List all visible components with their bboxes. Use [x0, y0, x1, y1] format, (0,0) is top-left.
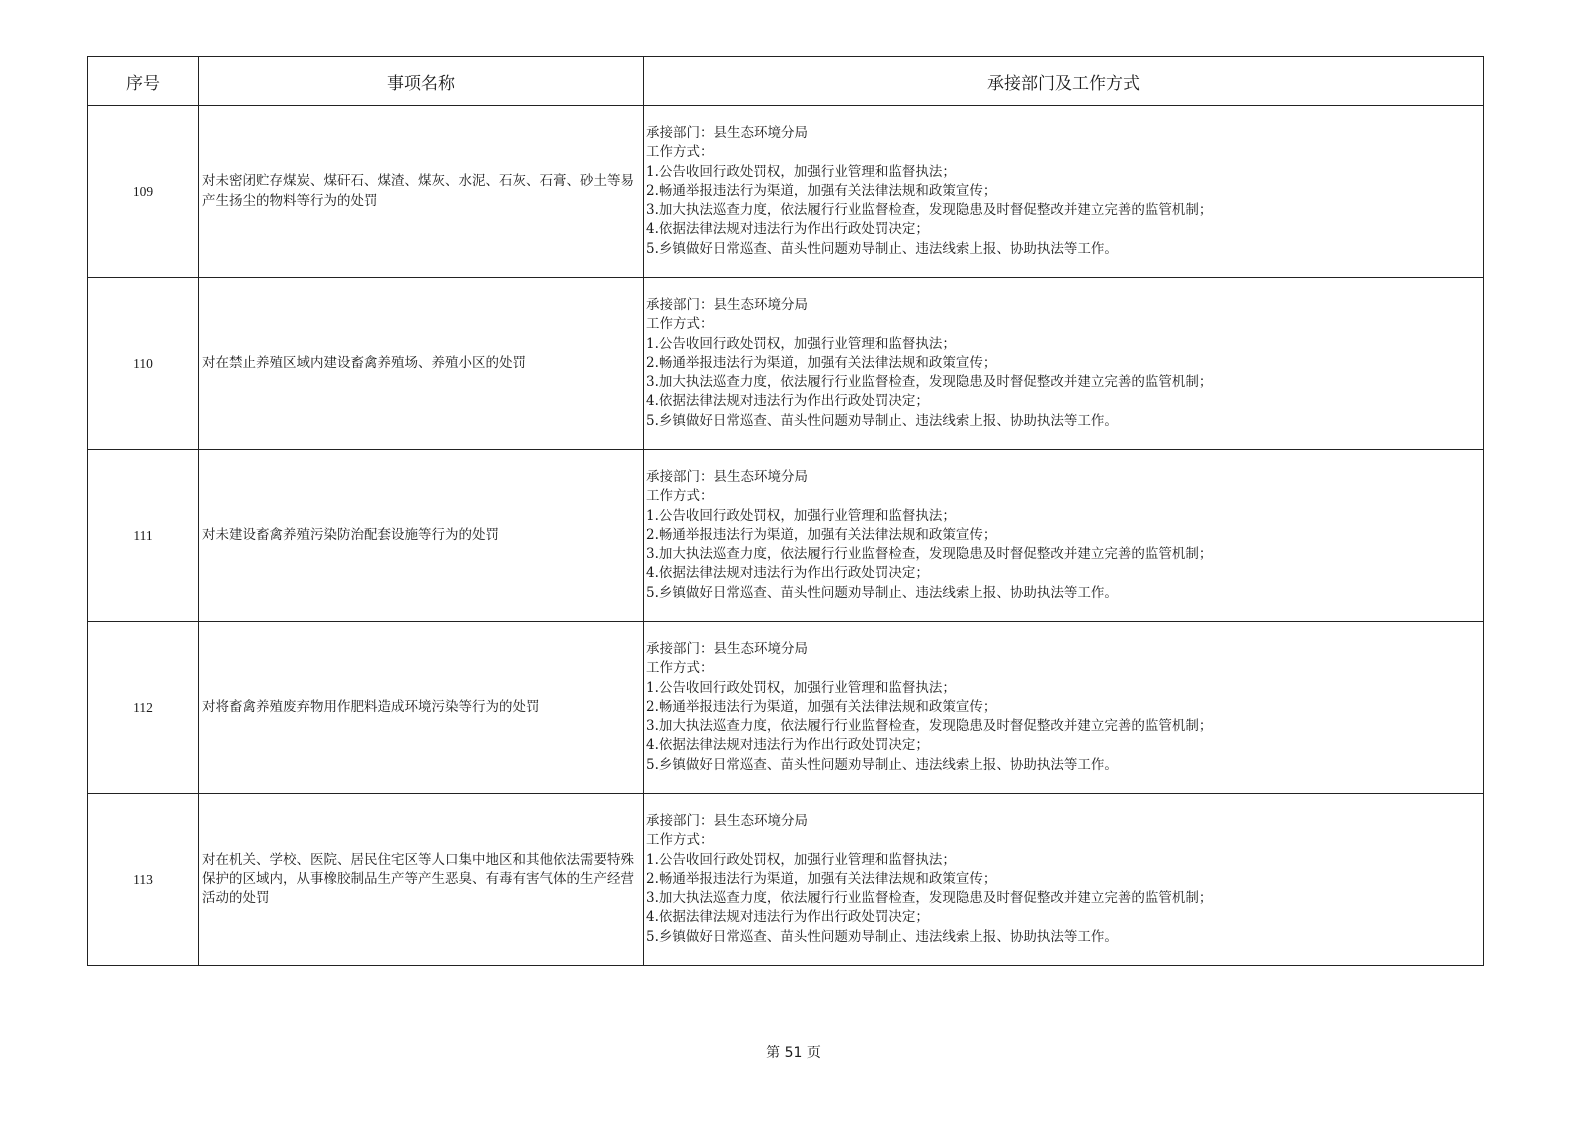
method-line: 承接部门：县生态环境分局 — [646, 124, 808, 141]
header-method: 承接部门及工作方式 — [644, 57, 1484, 106]
method-line: 5.乡镇做好日常巡查、苗头性问题劝导制止、违法线索上报、协助执法等工作。 — [646, 928, 1118, 945]
row-name: 对未密闭贮存煤炭、煤矸石、煤渣、煤灰、水泥、石灰、石膏、砂土等易产生扬尘的物料等行为的处罚 — [199, 106, 644, 278]
method-line: 3.加大执法巡查力度，依法履行行业监督检查，发现隐患及时督促整改并建立完善的监管机制； — [646, 718, 1213, 735]
row-method — [644, 278, 1484, 450]
method-line: 1.公告收回行政处罚权，加强行业管理和监督执法； — [646, 163, 956, 180]
table-row — [88, 278, 1484, 450]
method-line: 1.公告收回行政处罚权，加强行业管理和监督执法； — [646, 507, 956, 524]
method-line: 工作方式： — [646, 488, 714, 505]
row-name: 对未建设畜禽养殖污染防治配套设施等行为的处罚 — [199, 450, 644, 622]
method-line: 2.畅通举报违法行为渠道，加强有关法律法规和政策宣传； — [646, 182, 997, 199]
method-line: 承接部门：县生态环境分局 — [646, 640, 808, 657]
method-line: 4.依据法律法规对违法行为作出行政处罚决定； — [646, 221, 929, 238]
method-line: 工作方式： — [646, 316, 714, 333]
row-name: 对将畜禽养殖废弃物用作肥料造成环境污染等行为的处罚 — [199, 622, 644, 794]
method-line: 3.加大执法巡查力度，依法履行行业监督检查，发现隐患及时督促整改并建立完善的监管机制； — [646, 374, 1213, 391]
row-seq: 111 — [88, 450, 199, 622]
method-line: 5.乡镇做好日常巡查、苗头性问题劝导制止、违法线索上报、协助执法等工作。 — [646, 756, 1118, 773]
method-line: 1.公告收回行政处罚权，加强行业管理和监督执法； — [646, 335, 956, 352]
row-seq: 113 — [88, 794, 199, 966]
method-line: 工作方式： — [646, 660, 714, 677]
row-name: 对在禁止养殖区域内建设畜禽养殖场、养殖小区的处罚 — [199, 278, 644, 450]
table-row — [88, 794, 1484, 966]
method-line: 承接部门：县生态环境分局 — [646, 296, 808, 313]
method-line: 3.加大执法巡查力度，依法履行行业监督检查，发现隐患及时督促整改并建立完善的监管机制； — [646, 202, 1213, 219]
method-line: 5.乡镇做好日常巡查、苗头性问题劝导制止、违法线索上报、协助执法等工作。 — [646, 584, 1118, 601]
method-line: 工作方式： — [646, 832, 714, 849]
method-line: 5.乡镇做好日常巡查、苗头性问题劝导制止、违法线索上报、协助执法等工作。 — [646, 412, 1118, 429]
method-line: 2.畅通举报违法行为渠道，加强有关法律法规和政策宣传； — [646, 526, 997, 543]
header-name: 事项名称 — [199, 57, 644, 106]
row-name: 对在机关、学校、医院、居民住宅区等人口集中地区和其他依法需要特殊保护的区域内，从事橡胶制品生产等产生恶臭、有毒有害气体的生产经营活动的处罚 — [199, 794, 644, 966]
method-line: 2.畅通举报违法行为渠道，加强有关法律法规和政策宣传； — [646, 870, 997, 887]
row-method — [644, 794, 1484, 966]
page-number: 第 51 页 — [766, 1045, 821, 1061]
matters-table — [87, 56, 1484, 966]
table-row — [88, 450, 1484, 622]
method-line: 4.依据法律法规对违法行为作出行政处罚决定； — [646, 565, 929, 582]
table-row — [88, 622, 1484, 794]
row-method — [644, 106, 1484, 278]
table-row — [88, 106, 1484, 278]
method-line: 1.公告收回行政处罚权，加强行业管理和监督执法； — [646, 679, 956, 696]
row-seq: 110 — [88, 278, 199, 450]
header-seq: 序号 — [88, 57, 199, 106]
table-body — [88, 106, 1484, 966]
method-line: 3.加大执法巡查力度，依法履行行业监督检查，发现隐患及时督促整改并建立完善的监管机制； — [646, 890, 1213, 907]
method-line: 4.依据法律法规对违法行为作出行政处罚决定； — [646, 393, 929, 410]
row-method — [644, 622, 1484, 794]
method-line: 工作方式： — [646, 144, 714, 161]
method-line: 5.乡镇做好日常巡查、苗头性问题劝导制止、违法线索上报、协助执法等工作。 — [646, 240, 1118, 257]
method-line: 2.畅通举报违法行为渠道，加强有关法律法规和政策宣传； — [646, 354, 997, 371]
method-line: 1.公告收回行政处罚权，加强行业管理和监督执法； — [646, 851, 956, 868]
row-method — [644, 450, 1484, 622]
row-seq: 109 — [88, 106, 199, 278]
method-line: 4.依据法律法规对违法行为作出行政处罚决定； — [646, 737, 929, 754]
method-line: 4.依据法律法规对违法行为作出行政处罚决定； — [646, 909, 929, 926]
method-line: 承接部门：县生态环境分局 — [646, 468, 808, 485]
method-line: 承接部门：县生态环境分局 — [646, 812, 808, 829]
table-header-row — [88, 57, 1484, 106]
method-line: 2.畅通举报违法行为渠道，加强有关法律法规和政策宣传； — [646, 698, 997, 715]
method-line: 3.加大执法巡查力度，依法履行行业监督检查，发现隐患及时督促整改并建立完善的监管机制； — [646, 546, 1213, 563]
row-seq: 112 — [88, 622, 199, 794]
